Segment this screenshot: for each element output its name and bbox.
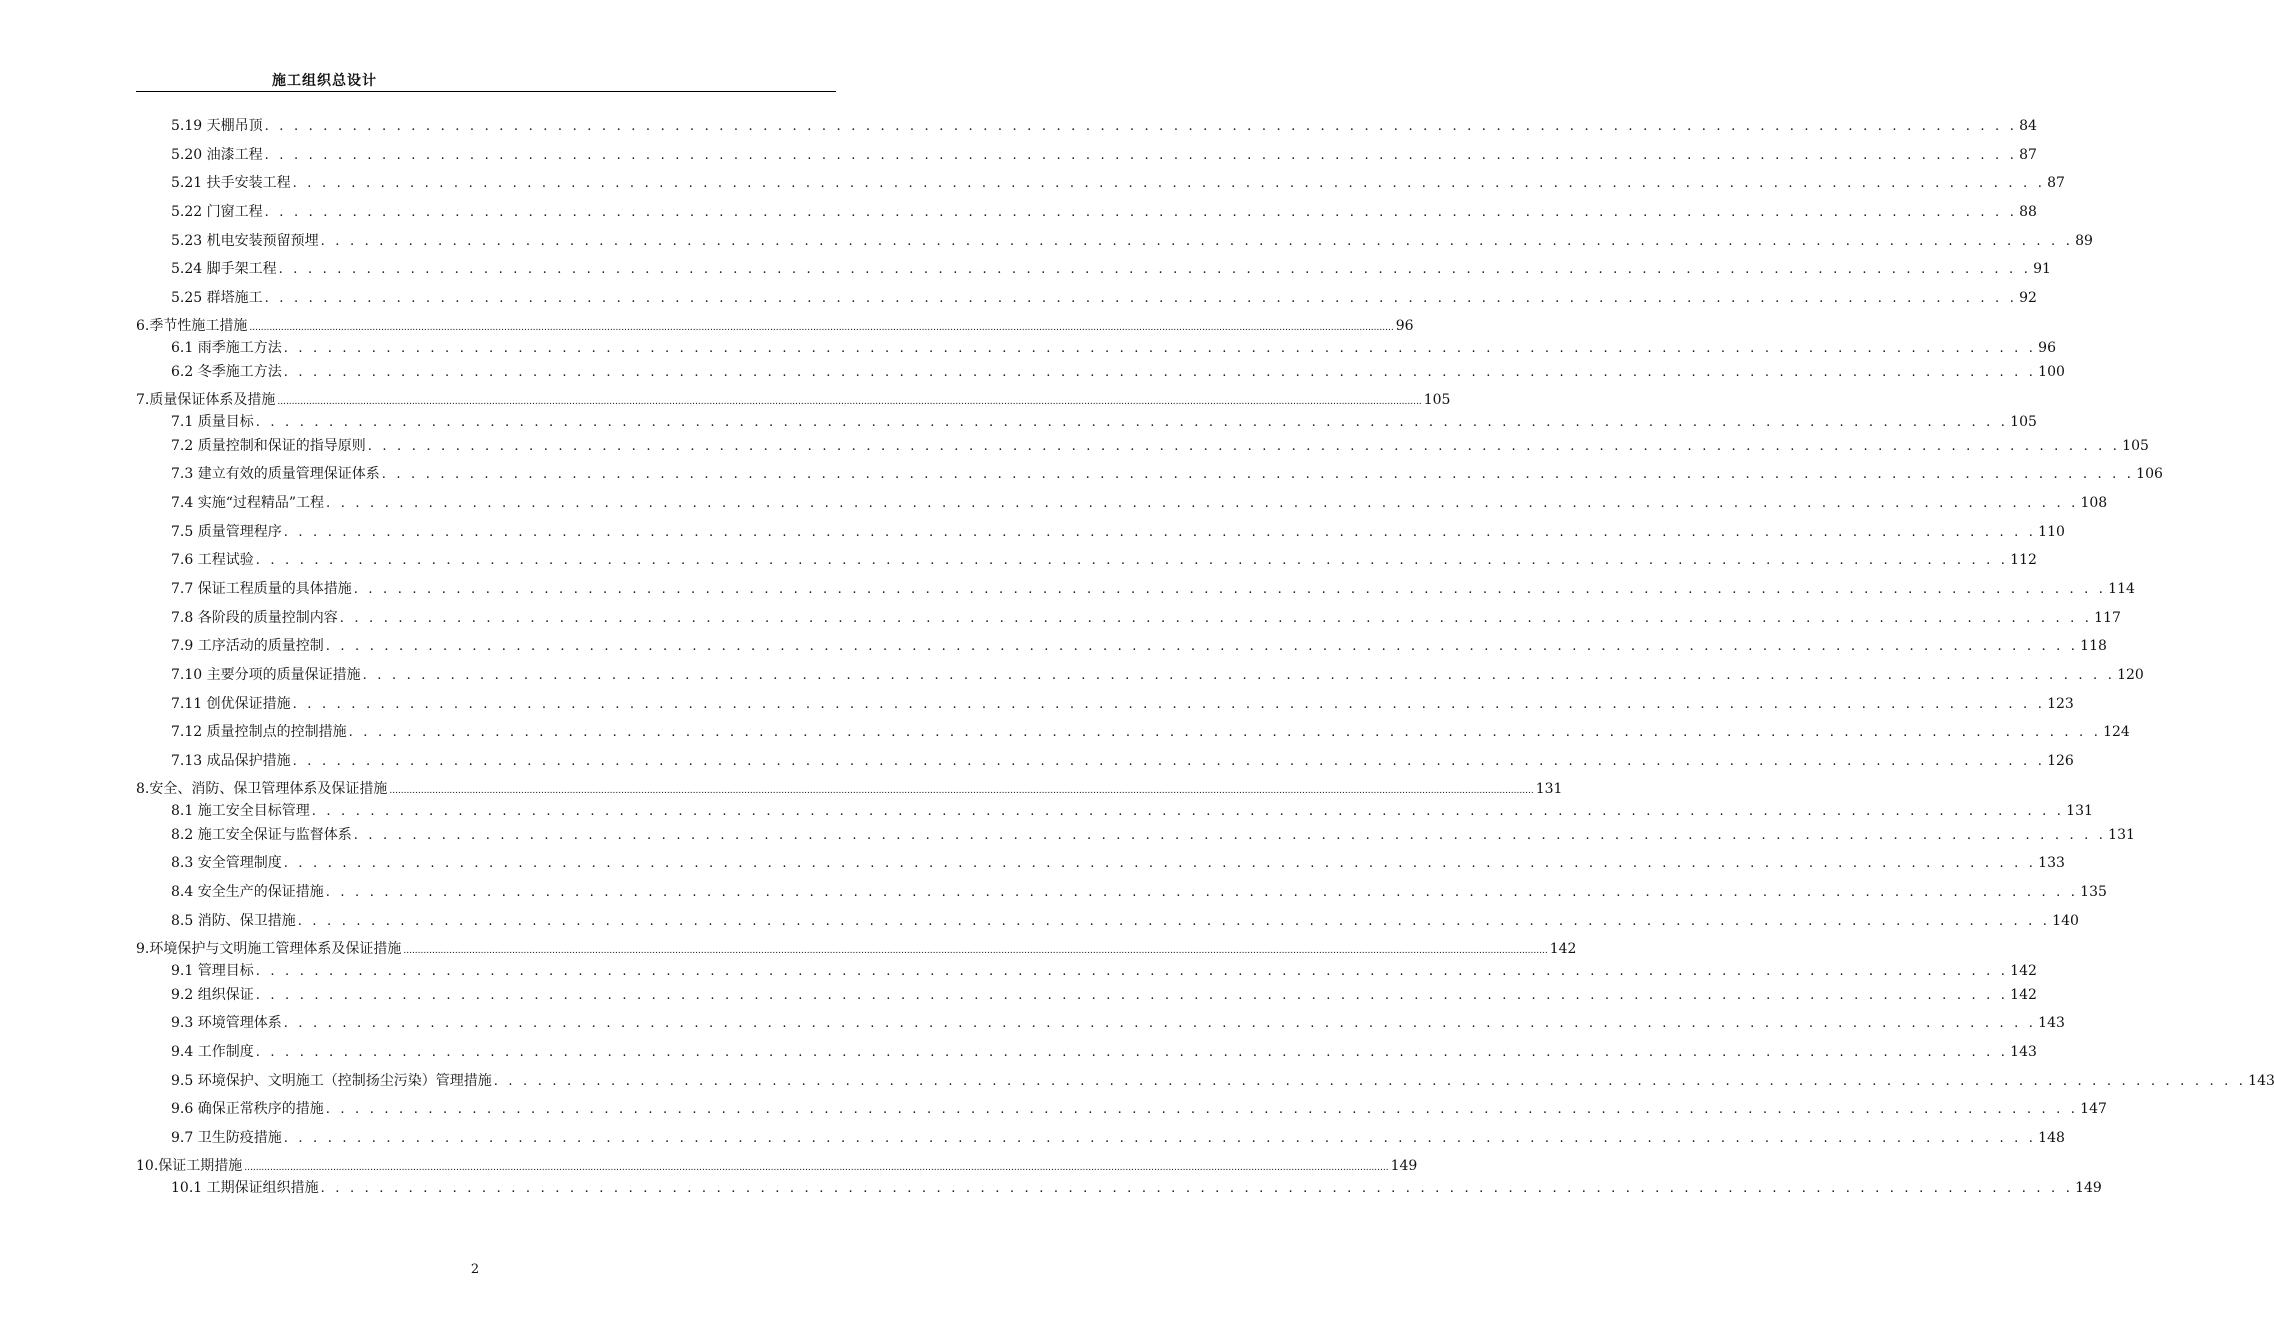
toc-entry-page: 88 <box>2019 204 2037 221</box>
toc-entry-page: 135 <box>2080 884 2107 901</box>
toc-entry-page: 110 <box>2038 523 2065 540</box>
toc-leader-dots: . . . . . . . . . . . . . . . . . . . . . . . . . . . . . . . . . . . . . . . . . . . . . . . . . . . . . . . . . . . . . . . . . . . . . . . . . . . . . . . . . . . . . . . . . . . . . . . . . . . . . . . . . . . . . . . . . . . . . . . . <box>325 1102 2079 1118</box>
toc-section-entry[interactable] <box>136 661 2144 690</box>
toc-section-entry[interactable] <box>136 141 2037 170</box>
toc-entry-page: 140 <box>2052 912 2079 929</box>
toc-section-entry[interactable] <box>136 518 2065 547</box>
toc-leader-dots: . . . . . . . . . . . . . . . . . . . . . . . . . . . . . . . . . . . . . . . . . . . . . . . . . . . . . . . . . . . . . . . . . . . . . . . . . . . . . . . . . . . . . . . . . . . . . . . . . . . . . . . . . . . . . . . . . . . . . . . . <box>362 668 2116 683</box>
toc-section-entry[interactable] <box>136 1179 2102 1198</box>
toc-entry-page: 91 <box>2033 261 2051 278</box>
toc-section-entry[interactable] <box>136 112 2037 141</box>
toc-entry-label: 5.22 门窗工程 <box>171 204 263 221</box>
toc-entry-page: 143 <box>2010 1043 2037 1060</box>
running-header-title: 施工组织总设计 <box>272 73 377 89</box>
toc-leader-dots: . . . . . . . . . . . . . . . . . . . . . . . . . . . . . . . . . . . . . . . . . . . . . . . . . . . . . . . . . . . . . . . . . . . . . . . . . . . . . . . . . . . . . . . . . . . . . . . . . . . . . . . . . . . . . . . . . . . . . . . . <box>255 553 2009 569</box>
toc-entry-label: 10.保证工期措施 <box>136 1157 243 1174</box>
toc-entry-page: 143 <box>2038 1015 2065 1032</box>
toc-leader-dots: . . . . . . . . . . . . . . . . . . . . . . . . . . . . . . . . . . . . . . . . . . . . . . . . . . . . . . . . . . . . . . . . . . . . . . . . . . . . . . . . . . . . . . . . . . . . . . . . . . . . . . . . . . . . . . . . . . . . . . . . <box>320 1180 2074 1196</box>
toc-leader-dots: . . . . . . . . . . . . . . . . . . . . . . . . . . . . . . . . . . . . . . . . . . . . . . . . . . . . . . . . . . . . . . . . . . . . . . . . . . . . . . . . . . . . . . . . . . . . . . . . . . . . . . . . . . . . . . . . . . . . . . . . <box>283 364 2037 380</box>
toc-section-entry[interactable] <box>136 284 2037 313</box>
toc-leader-dots: . . . . . . . . . . . . . . . . . . . . . . . . . . . . . . . . . . . . . . . . . . . . . . . . . . . . . . . . . . . . . . . . . . . . . . . . . . . . . . . . . . . . . . . . . . . . . . . . . . . . . . . . . . . . . . . . . . . . . . . . <box>264 147 2018 163</box>
toc-entry-label: 7.6 工程试验 <box>171 552 254 569</box>
toc-entry-page: 96 <box>1395 317 1414 334</box>
toc-entry-label: 8.5 消防、保卫措施 <box>171 912 296 929</box>
toc-entry-label: 7.12 质量控制点的控制措施 <box>171 724 347 741</box>
toc-leader-dots: . . . . . . . . . . . . . . . . . . . . . . . . . . . . . . . . . . . . . . . . . . . . . . . . . . . . . . . . . . . . . . . . . . . . . . . . . . . . . . . . . . . . . . . . . . . . . . . . . . . . . . . . . . . . . . . . . . . . . . . . <box>325 885 2079 901</box>
toc-entry-page: 133 <box>2038 855 2065 872</box>
toc-leader-dots: . . . . . . . . . . . . . . . . . . . . . . . . . . . . . . . . . . . . . . . . . . . . . . . . . . . . . . . . . . . . . . . . . . . . . . . . . . . . . . . . . . . . . . . . . . . . . . . . . . . . . . . . . . . . . . . . . . . . . . . . <box>283 340 2037 356</box>
toc-section-entry[interactable] <box>136 546 2037 575</box>
toc-entry-label: 8.1 施工安全目标管理 <box>171 802 310 819</box>
toc-leader-dots: . . . . . . . . . . . . . . . . . . . . . . . . . . . . . . . . . . . . . . . . . . . . . . . . . . . . . . . . . . . . . . . . . . . . . . . . . . . . . . . . . . . . . . . . . . . . . . . . . . . . . . . . . . . . . . . . . . . . . . . . <box>264 205 2018 221</box>
toc-leader-dots: . . . . . . . . . . . . . . . . . . . . . . . . . . . . . . . . . . . . . . . . . . . . . . . . . . . . . . . . . . . . . . . . . . . . . . . . . . . . . . . . . . . . . . . . . . . . . . . . . . . . . . . . . . . . . . . . . . . . . . . . <box>292 696 2046 712</box>
toc-entry-label: 10.1 工期保证组织措施 <box>171 1179 319 1196</box>
toc-leader-dots: . . . . . . . . . . . . . . . . . . . . . . . . . . . . . . . . . . . . . . . . . . . . . . . . . . . . . . . . . . . . . . . . . . . . . . . . . . . . . . . . . . . . . . . . . . . . . . . . . . . . . . . . . . . . . . . . . . . . . . . . <box>255 1044 2009 1060</box>
toc-leader-dots: . . . . . . . . . . . . . . . . . . . . . . . . . . . . . . . . . . . . . . . . . . . . . . . . . . . . . . . . . . . . . . . . . . . . . . . . . . . . . . . . . . . . . . . . . . . . . . . . . . . . . . . . . . . . . . . . . . . . . . . . <box>292 176 2046 192</box>
toc-section-entry[interactable] <box>136 460 2163 489</box>
toc-section-entry[interactable] <box>136 907 2079 936</box>
toc-entry-page: 87 <box>2047 175 2065 192</box>
toc-entry-page: 105 <box>2010 413 2037 430</box>
toc-leader-dots: . . . . . . . . . . . . . . . . . . . . . . . . . . . . . . . . . . . . . . . . . . . . . . . . . . . . . . . . . . . . . . . . . . . . . . . . . . . . . . . . . . . . . . . . . . . . . . . . . . . . . . . . . . . . . . . . . . . . . . . . <box>493 1073 2247 1089</box>
toc-entry-page: 142 <box>2010 962 2037 979</box>
toc-leader-dots: . . . . . . . . . . . . . . . . . . . . . . . . . . . . . . . . . . . . . . . . . . . . . . . . . . . . . . . . . . . . . . . . . . . . . . . . . . . . . . . . . . . . . . . . . . . . . . . . . . . . . . . . . . . . . . . . . . . . . . . . <box>367 438 2121 454</box>
toc-entry-page: 124 <box>2103 724 2130 741</box>
toc-entry-label: 8.安全、消防、保卫管理体系及保证措施 <box>136 780 388 797</box>
toc-entry-label: 8.2 施工安全保证与监督体系 <box>171 826 352 843</box>
toc-chapter-entry[interactable] <box>136 387 1451 413</box>
toc-section-entry[interactable] <box>136 432 2149 461</box>
toc-entry-page: 84 <box>2019 118 2037 134</box>
toc-entry-label: 5.21 扶手安装工程 <box>171 175 291 192</box>
toc-entry-page: 105 <box>1423 391 1451 408</box>
toc-entry-label: 9.4 工作制度 <box>171 1043 254 1060</box>
toc-entry-label: 9.环境保护与文明施工管理体系及保证措施 <box>136 940 402 957</box>
toc-chapter-entry[interactable] <box>136 313 1414 339</box>
toc-entry-label: 6.季节性施工措施 <box>136 317 248 334</box>
toc-entry-label: 9.5 环境保护、文明施工（控制扬尘污染）管理措施 <box>171 1072 492 1089</box>
toc-leader-dots: . . . . . . . . . . . . . . . . . . . . . . . . . . . . . . . . . . . . . . . . . . . . . . . . . . . . . . . . . . . . . . . . . . . . . . . . . . . . . . . . . . . . . . . . . . . . . . . . . . . . . . . . . . . . . . . . . . . . . . . . <box>320 233 2074 249</box>
toc-entry-page: 112 <box>2010 552 2037 569</box>
toc-entry-label: 7.1 质量目标 <box>171 413 254 430</box>
toc-section-entry[interactable] <box>136 358 2065 387</box>
toc-entry-page: 118 <box>2080 638 2107 655</box>
toc-leader-dots: . . . . . . . . . . . . . . . . . . . . . . . . . . . . . . . . . . . . . . . . . . . . . . . . . . . . . . . . . . . . . . . . . . . . . . . . . . . . . . . . . . . . . . . . . . . . . . . . . . . . . . . . . . . . . . . . . . . . . . . . <box>255 987 2009 1003</box>
toc-leader-dots: . . . . . . . . . . . . . . . . . . . . . . . . . . . . . . . . . . . . . . . . . . . . . . . . . . . . . . . . . . . . . . . . . . . . . . . . . . . . . . . . . . . . . . . . . . . . . . . . . . . . . . . . . . . . . . . . . . . . . . . . <box>353 581 2107 597</box>
toc-entry-label: 7.11 创优保证措施 <box>171 695 291 712</box>
toc-chapter-entry[interactable] <box>136 936 1577 962</box>
toc-leader-dots: . . . . . . . . . . . . . . . . . . . . . . . . . . . . . . . . . . . . . . . . . . . . . . . . . . . . . . . . . . . . . . . . . . . . . . . . . . . . . . . . . . . . . . . . . . . . . . . . . . . . . . . . . . . . . . . . . . . . . . . . <box>325 639 2079 655</box>
toc-section-entry[interactable] <box>136 169 2065 198</box>
toc-entry-page: 89 <box>2075 232 2093 249</box>
toc-entry-page: 100 <box>2038 363 2065 380</box>
toc-entry-label: 7.3 建立有效的质量管理保证体系 <box>171 466 380 483</box>
toc-entry-label: 7.5 质量管理程序 <box>171 523 282 540</box>
toc-leader-dots: . . . . . . . . . . . . . . . . . . . . . . . . . . . . . . . . . . . . . . . . . . . . . . . . . . . . . . . . . . . . . . . . . . . . . . . . . . . . . . . . . . . . . . . . . . . . . . . . . . . . . . . . . . . . . . . . . . . . . . . . <box>255 414 2009 430</box>
toc-chapter-entry[interactable] <box>136 776 1563 802</box>
toc-leader-dots: . . . . . . . . . . . . . . . . . . . . . . . . . . . . . . . . . . . . . . . . . . . . . . . . . . . . . . . . . . . . . . . . . . . . . . . . . . . . . . . . . . . . . . . . . . . . . . . . . . . . . . . . . . . . . . . . . . . . . . . . <box>339 610 2093 626</box>
toc-section-entry[interactable] <box>136 575 2135 604</box>
toc-entry-page: 114 <box>2108 580 2135 597</box>
toc-entry-label: 6.1 雨季施工方法 <box>171 339 282 356</box>
toc-leader-dots: . . . . . . . . . . . . . . . . . . . . . . . . . . . . . . . . . . . . . . . . . . . . . . . . . . . . . . . . . . . . . . . . . . . . . . . . . . . . . . . . . . . . . . . . . . . . . . . . . . . . . . . . . . . . . . . . . . . . . . . . <box>348 725 2102 741</box>
toc-section-entry[interactable] <box>136 802 2093 821</box>
toc-section-entry[interactable] <box>136 1009 2065 1038</box>
toc-entry-page: 123 <box>2047 695 2074 712</box>
toc-entry-label: 9.6 确保正常秩序的措施 <box>171 1101 324 1118</box>
toc-entry-page: 131 <box>2108 826 2135 843</box>
toc-leader-dots: . . . . . . . . . . . . . . . . . . . . . . . . . . . . . . . . . . . . . . . . . . . . . . . . . . . . . . . . . . . . . . . . . . . . . . . . . . . . . . . . . . . . . . . . . . . . . . . . . . . . . . . . . . . . . . . . . . . . . . . . <box>264 291 2018 307</box>
toc-entry-page: 87 <box>2019 146 2037 163</box>
toc-section-entry[interactable] <box>136 718 2130 747</box>
toc-entry-page: 149 <box>2075 1179 2102 1196</box>
toc-entry-label: 7.4 实施“过程精品”工程 <box>171 494 325 511</box>
toc-entry-label: 9.2 组织保证 <box>171 986 254 1003</box>
toc-section-entry[interactable] <box>136 747 2074 776</box>
toc-section-entry[interactable] <box>136 690 2074 719</box>
toc-entry-label: 5.25 群塔施工 <box>171 290 263 307</box>
toc-entry-page: 108 <box>2080 494 2108 511</box>
toc-section-entry[interactable] <box>136 339 2056 358</box>
toc-section-entry[interactable] <box>136 821 2135 850</box>
toc-entry-label: 7.8 各阶段的质量控制内容 <box>171 609 338 626</box>
header-rule <box>136 91 836 92</box>
toc-leader-dots: . . . . . . . . . . . . . . . . . . . . . . . . . . . . . . . . . . . . . . . . . . . . . . . . . . . . . . . . . . . . . . . . . . . . . . . . . . . . . . . . . . . . . . . . . . . . . . . . . . . . . . . . . . . . . . . . . . . . . . . . <box>283 1016 2037 1032</box>
toc-entry-label: 7.13 成品保护措施 <box>171 753 291 770</box>
toc-section-entry[interactable] <box>136 1067 2275 1096</box>
toc-entry-label: 7.2 质量控制和保证的指导原则 <box>171 437 366 454</box>
toc-section-entry[interactable] <box>136 1095 2107 1124</box>
toc-section-entry[interactable] <box>136 1038 2037 1067</box>
toc-entry-page: 106 <box>2136 466 2163 483</box>
page-number: 2 <box>470 1262 480 1277</box>
toc-chapter-entry[interactable] <box>136 1153 1418 1179</box>
toc-leader-dots: . . . . . . . . . . . . . . . . . . . . . . . . . . . . . . . . . . . . . . . . . . . . . . . . . . . . . . . . . . . . . . . . . . . . . . . . . . . . . . . . . . . . . . . . . . . . . . . . . . . . . . . . . . . . . . . . . . . . . . . . <box>255 963 2009 979</box>
toc-entry-label: 7.10 主要分项的质量保证措施 <box>171 667 361 683</box>
toc-section-entry[interactable] <box>136 849 2065 878</box>
toc-leader-dots: ................................................................................................................................................................................................................................................................................................................................................................................................................ <box>277 396 1422 407</box>
toc-entry-page: 92 <box>2019 290 2037 307</box>
toc-entry-label: 5.19 天棚吊顶 <box>171 118 263 134</box>
toc-section-entry[interactable] <box>136 255 2051 284</box>
toc-section-entry[interactable] <box>136 981 2037 1010</box>
toc-leader-dots: . . . . . . . . . . . . . . . . . . . . . . . . . . . . . . . . . . . . . . . . . . . . . . . . . . . . . . . . . . . . . . . . . . . . . . . . . . . . . . . . . . . . . . . . . . . . . . . . . . . . . . . . . . . . . . . . . . . . . . . . <box>264 119 2018 134</box>
toc-entry-page: 131 <box>2066 802 2093 819</box>
toc-section-entry[interactable] <box>136 878 2107 907</box>
toc-leader-dots: ................................................................................................................................................................................................................................................................................................................................................................................................................ <box>249 322 1394 333</box>
toc-entry-label: 9.3 环境管理体系 <box>171 1015 282 1032</box>
toc-leader-dots: ................................................................................................................................................................................................................................................................................................................................................................................................................ <box>403 945 1548 956</box>
toc-entry-page: 142 <box>1549 940 1577 957</box>
toc-entry-page: 147 <box>2080 1101 2107 1118</box>
toc-entry-label: 7.7 保证工程质量的具体措施 <box>171 580 352 597</box>
toc-entry-page: 105 <box>2122 437 2149 454</box>
toc-leader-dots: . . . . . . . . . . . . . . . . . . . . . . . . . . . . . . . . . . . . . . . . . . . . . . . . . . . . . . . . . . . . . . . . . . . . . . . . . . . . . . . . . . . . . . . . . . . . . . . . . . . . . . . . . . . . . . . . . . . . . . . . <box>311 803 2065 819</box>
toc-entry-page: 148 <box>2038 1129 2065 1146</box>
toc-section-entry[interactable] <box>136 489 2108 518</box>
toc-entry-page: 149 <box>1390 1157 1418 1174</box>
toc-entry-label: 8.4 安全生产的保证措施 <box>171 884 324 901</box>
toc-entry-page: 117 <box>2094 609 2121 626</box>
toc-entry-label: 7.9 工序活动的质量控制 <box>171 638 324 655</box>
toc-entry-page: 143 <box>2248 1072 2275 1089</box>
toc-section-entry[interactable] <box>136 1124 2065 1153</box>
toc-section-entry[interactable] <box>136 962 2037 981</box>
toc-entry-label: 8.3 安全管理制度 <box>171 855 282 872</box>
toc-section-entry[interactable] <box>136 413 2037 432</box>
table-of-contents <box>136 112 2275 1198</box>
toc-section-entry[interactable] <box>136 632 2107 661</box>
toc-section-entry[interactable] <box>136 604 2121 633</box>
toc-entry-page: 96 <box>2038 339 2056 356</box>
toc-entry-page: 126 <box>2047 753 2074 770</box>
toc-entry-label: 5.24 脚手架工程 <box>171 261 277 278</box>
toc-entry-label: 9.7 卫生防疫措施 <box>171 1129 282 1146</box>
toc-entry-page: 142 <box>2010 986 2037 1003</box>
toc-section-entry[interactable] <box>136 198 2037 227</box>
toc-entry-label: 5.23 机电安装预留预埋 <box>171 232 319 249</box>
toc-entry-label: 5.20 油漆工程 <box>171 146 263 163</box>
toc-entry-label: 6.2 冬季施工方法 <box>171 363 282 380</box>
toc-leader-dots: ................................................................................................................................................................................................................................................................................................................................................................................................................ <box>389 785 1534 796</box>
toc-entry-label: 9.1 管理目标 <box>171 962 254 979</box>
toc-entry-page: 131 <box>1535 780 1563 797</box>
toc-leader-dots: . . . . . . . . . . . . . . . . . . . . . . . . . . . . . . . . . . . . . . . . . . . . . . . . . . . . . . . . . . . . . . . . . . . . . . . . . . . . . . . . . . . . . . . . . . . . . . . . . . . . . . . . . . . . . . . . . . . . . . . . <box>297 913 2051 929</box>
toc-leader-dots: . . . . . . . . . . . . . . . . . . . . . . . . . . . . . . . . . . . . . . . . . . . . . . . . . . . . . . . . . . . . . . . . . . . . . . . . . . . . . . . . . . . . . . . . . . . . . . . . . . . . . . . . . . . . . . . . . . . . . . . . <box>292 754 2046 770</box>
toc-entry-label: 7.质量保证体系及措施 <box>136 391 276 408</box>
toc-leader-dots: . . . . . . . . . . . . . . . . . . . . . . . . . . . . . . . . . . . . . . . . . . . . . . . . . . . . . . . . . . . . . . . . . . . . . . . . . . . . . . . . . . . . . . . . . . . . . . . . . . . . . . . . . . . . . . . . . . . . . . . . <box>353 827 2107 843</box>
toc-leader-dots: . . . . . . . . . . . . . . . . . . . . . . . . . . . . . . . . . . . . . . . . . . . . . . . . . . . . . . . . . . . . . . . . . . . . . . . . . . . . . . . . . . . . . . . . . . . . . . . . . . . . . . . . . . . . . . . . . . . . . . . . <box>278 262 2032 278</box>
toc-leader-dots: . . . . . . . . . . . . . . . . . . . . . . . . . . . . . . . . . . . . . . . . . . . . . . . . . . . . . . . . . . . . . . . . . . . . . . . . . . . . . . . . . . . . . . . . . . . . . . . . . . . . . . . . . . . . . . . . . . . . . . . . <box>381 467 2135 483</box>
toc-leader-dots: . . . . . . . . . . . . . . . . . . . . . . . . . . . . . . . . . . . . . . . . . . . . . . . . . . . . . . . . . . . . . . . . . . . . . . . . . . . . . . . . . . . . . . . . . . . . . . . . . . . . . . . . . . . . . . . . . . . . . . . . <box>283 524 2037 540</box>
toc-entry-page: 120 <box>2117 667 2144 683</box>
toc-leader-dots: . . . . . . . . . . . . . . . . . . . . . . . . . . . . . . . . . . . . . . . . . . . . . . . . . . . . . . . . . . . . . . . . . . . . . . . . . . . . . . . . . . . . . . . . . . . . . . . . . . . . . . . . . . . . . . . . . . . . . . . . <box>283 856 2037 872</box>
toc-leader-dots: . . . . . . . . . . . . . . . . . . . . . . . . . . . . . . . . . . . . . . . . . . . . . . . . . . . . . . . . . . . . . . . . . . . . . . . . . . . . . . . . . . . . . . . . . . . . . . . . . . . . . . . . . . . . . . . . . . . . . . . . <box>283 1130 2037 1146</box>
toc-leader-dots: . . . . . . . . . . . . . . . . . . . . . . . . . . . . . . . . . . . . . . . . . . . . . . . . . . . . . . . . . . . . . . . . . . . . . . . . . . . . . . . . . . . . . . . . . . . . . . . . . . . . . . . . . . . . . . . . . . . . . . . . <box>326 495 2079 511</box>
toc-section-entry[interactable] <box>136 227 2093 256</box>
toc-leader-dots: ................................................................................................................................................................................................................................................................................................................................................................................................................ <box>244 1162 1389 1173</box>
